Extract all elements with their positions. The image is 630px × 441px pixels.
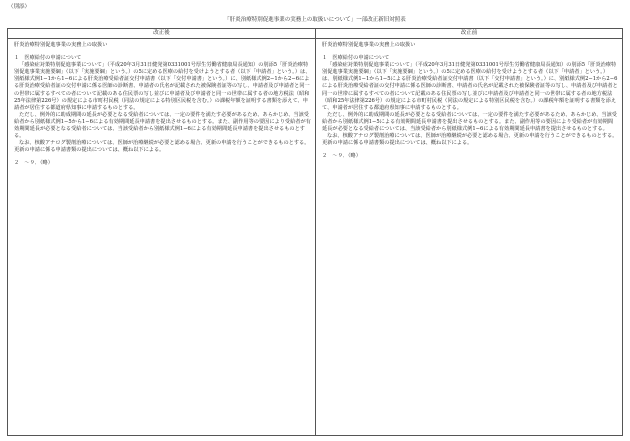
section-title: 肝炎治療特別促進事業の実務上の取扱い: [322, 42, 416, 48]
comparison-table: [7, 28, 623, 436]
paragraph-3: なお、核酸アナログ製剤治療については、医師が治療継続が必要と認める場合、更新の申請を行うことができるものとする。更新の申請に係る申請書類の提出については、概ね以下による。: [14, 140, 310, 154]
column-header-previous: 改正前: [316, 29, 622, 39]
paragraph-2: ただし、例外的に助成期間の延長が必要となる受給者については、一定の要件を満たす必要があるため、あらかじめ、当該受給者から別紙様式例1−5による有効期間延長申請書を提出させるものとする。また、副作用等の要因により受給者が有効期間延長が必要となる受給者については、当該受給者から別紙様式例1−6による有効期間延長申請書を提出させるものとする。: [322, 111, 617, 133]
item-2-omitted: ２ 〜９．（略）: [14, 160, 53, 167]
item-1-heading: １ 医療給付の申請について: [14, 55, 82, 62]
item-1-heading: １ 医療給付の申請について: [322, 55, 390, 62]
paragraph-3: なお、核酸アナログ製剤治療については、医師が治療継続が必要と認める場合、更新の申請を行うことができるものとする。更新の申請に係る申請書類の提出については、概ね以下による。: [322, 133, 618, 147]
revised-column: [8, 29, 315, 435]
column-body-revised: [8, 39, 315, 168]
document-title: 「肝炎治療特別促進事業の実務上の取扱いについて」一部改正新旧対照表: [224, 17, 406, 23]
column-header-revised: 改正後: [8, 29, 315, 39]
previous-column: [315, 29, 622, 435]
paragraph-1: 「感染症対策特別促進事業について」（平成20年3月31日健発第0331001号厚生労働省健康局長通知）の別添5「肝炎治療特別促進事業実施要綱」（以下「実施要綱」という。）の5に定める医療の給付を受けようとする者（以下「申請者」という。）は、別紙様式例1−1から1−5による肝炎治療受給者証交付申請書（以下「交付申請書」という。）に、別紙様式例2−1から2−6による肝炎治療受給者証の交付申請に係る医師の診断書、申請者の氏名が記載された被保険者証等の写し、申請者及び申請者と同一の世帯に属するすべての者について記載のある住民票の写し並びに申請者及び申請者と同一の世帯に属する者の地方税法（昭和25年法律第226号）の規定による市町村民税（同法の規定による特別区民税を含む。）の課税年額を証明する書類を添えて、申請者が居住する都道府県知事に申請するものとする。: [322, 62, 618, 111]
paragraph-1: 「感染症対策特別促進事業について」（平成20年3月31日健発第0331001号厚生労働省健康局長通知）の別添5「肝炎治療特別促進事業実施要綱」（以下「実施要綱」という。）の5に定める医療の給付を受けようとする者（以下「申請者」という。）は、別紙様式例1−1から1−6による肝炎治療受給者証交付申請書（以下「交付申請書」という。）に、別紙様式例2−1から2−6による肝炎治療受給者証の交付申請に係る医師の診断書、申請者の氏名が記載された被保険者証等の写し、申請者及び申請者と同一の世帯に属するすべての者について記載のある住民票の写し並びに申請者及び申請者と同一の世帯に属する者の地方税法（昭和25年法律第226号）の規定による市町村民税（同法の規定による特別区民税を含む。）の課税年額を証明する書類を添えて、申請者が居住する都道府県知事に申請するものとする。: [14, 62, 311, 111]
attachment-note: （別添）: [8, 4, 31, 10]
item-2-omitted: ２ 〜９．（略）: [322, 153, 361, 160]
section-title: 肝炎治療特別促進事業の実務上の取扱い: [14, 42, 108, 48]
paragraph-2: ただし、例外的に助成期間の延長が必要となる受給者については、一定の要件を満たす必要があるため、あらかじめ、当該受給者から別紙様式例1−5から1−6による有効期間延長申請書を提出させるものとする。また、副作用等の要因により受給者が有効期間延長が必要となる受給者については、当該受給者から別紙様式例1−6による有効期間延長申請書を提出させるものとする。: [14, 111, 311, 140]
column-body-previous: [316, 39, 622, 160]
